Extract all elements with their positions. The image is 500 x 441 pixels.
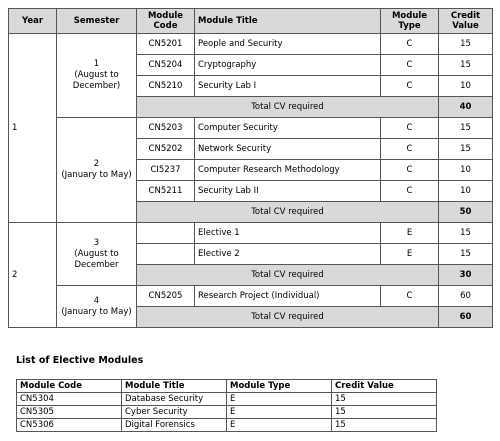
- elective-header-type: Module Type: [227, 380, 332, 393]
- header-credit-value: Credit Value: [439, 9, 493, 34]
- credit-value: 10: [439, 76, 493, 97]
- module-title: Computer Research Methodology: [195, 160, 381, 181]
- elective-credit: 15: [332, 406, 437, 419]
- module-type: C: [381, 118, 439, 139]
- credit-value: 15: [439, 223, 493, 244]
- module-title: Security Lab I: [195, 76, 381, 97]
- elective-title: Cyber Security: [122, 406, 227, 419]
- total-value: 30: [439, 265, 493, 286]
- module-code: CN5202: [137, 139, 195, 160]
- module-code: CN5204: [137, 55, 195, 76]
- elective-type: E: [227, 393, 332, 406]
- programme-structure-table: [8, 8, 493, 328]
- elective-header-title: Module Title: [122, 380, 227, 393]
- credit-value: 15: [439, 244, 493, 265]
- elective-header-code: Module Code: [17, 380, 122, 393]
- table-row: [9, 286, 493, 307]
- table-row: [9, 118, 493, 139]
- elective-row: [17, 393, 437, 406]
- elective-title: Database Security: [122, 393, 227, 406]
- credit-value: 10: [439, 181, 493, 202]
- module-code: CN5203: [137, 118, 195, 139]
- module-type: C: [381, 55, 439, 76]
- module-code: CN5205: [137, 286, 195, 307]
- total-value: 60: [439, 307, 493, 328]
- elective-row: [17, 419, 437, 432]
- header-module-title: Module Title: [195, 9, 381, 34]
- table-header-row: [9, 9, 493, 34]
- module-type: C: [381, 286, 439, 307]
- elective-title: Digital Forensics: [122, 419, 227, 432]
- semester-period: (August to December): [72, 70, 121, 91]
- elective-credit: 15: [332, 393, 437, 406]
- semester-cell: [57, 223, 137, 286]
- module-type: C: [381, 139, 439, 160]
- total-value: 50: [439, 202, 493, 223]
- semester-period: (January to May): [61, 306, 132, 317]
- table-body: [9, 34, 493, 328]
- module-title: Cryptography: [195, 55, 381, 76]
- elective-row: [17, 406, 437, 419]
- credit-value: 15: [439, 34, 493, 55]
- module-code: [137, 223, 195, 244]
- module-type: E: [381, 223, 439, 244]
- credit-value: 15: [439, 139, 493, 160]
- credit-value: 15: [439, 55, 493, 76]
- elective-code: CN5306: [17, 419, 122, 432]
- header-semester: Semester: [57, 9, 137, 34]
- module-type: C: [381, 34, 439, 55]
- semester-number: 2: [93, 159, 100, 169]
- module-code: CN5211: [137, 181, 195, 202]
- elective-code: CN5305: [17, 406, 122, 419]
- header-module-code: Module Code: [137, 9, 195, 34]
- module-code: CI5237: [137, 160, 195, 181]
- semester-number: 1: [93, 59, 100, 69]
- credit-value: 10: [439, 160, 493, 181]
- semester-number: 4: [93, 295, 100, 306]
- module-title: Security Lab II: [195, 181, 381, 202]
- module-code: CN5201: [137, 34, 195, 55]
- semester-cell: [57, 118, 137, 223]
- total-label: Total CV required: [137, 202, 439, 223]
- elective-header-row: [17, 380, 437, 393]
- module-code: [137, 244, 195, 265]
- semester-number: 3: [93, 237, 100, 248]
- total-value: 40: [439, 97, 493, 118]
- total-label: Total CV required: [137, 97, 439, 118]
- table-row: [9, 34, 493, 55]
- header-module-type: Module Type: [381, 9, 439, 34]
- module-type: C: [381, 181, 439, 202]
- elective-type: E: [227, 419, 332, 432]
- credit-value: 60: [439, 286, 493, 307]
- elective-credit: 15: [332, 419, 437, 432]
- module-title: Elective 1: [195, 223, 381, 244]
- module-title: People and Security: [195, 34, 381, 55]
- elective-table-body: [17, 393, 437, 432]
- year-cell: 1: [9, 34, 57, 223]
- module-type: C: [381, 160, 439, 181]
- elective-modules-table: [16, 379, 437, 432]
- module-title: Computer Security: [195, 118, 381, 139]
- semester-period: (January to May): [61, 170, 132, 180]
- module-code: CN5210: [137, 76, 195, 97]
- semester-cell: [57, 286, 137, 328]
- credit-value: 15: [439, 118, 493, 139]
- semester-period: (August to December: [74, 248, 119, 270]
- elective-type: E: [227, 406, 332, 419]
- header-year: Year: [9, 9, 57, 34]
- module-title: Research Project (Individual): [195, 286, 381, 307]
- semester-cell: [57, 34, 137, 118]
- module-title: Network Security: [195, 139, 381, 160]
- year-cell: 2: [9, 223, 57, 328]
- table-row: [9, 223, 493, 244]
- elective-header-credit: Credit Value: [332, 380, 437, 393]
- elective-modules-heading: List of Elective Modules: [16, 355, 144, 366]
- module-type: E: [381, 244, 439, 265]
- module-type: C: [381, 76, 439, 97]
- total-label: Total CV required: [137, 307, 439, 328]
- module-title: Elective 2: [195, 244, 381, 265]
- total-label: Total CV required: [137, 265, 439, 286]
- elective-code: CN5304: [17, 393, 122, 406]
